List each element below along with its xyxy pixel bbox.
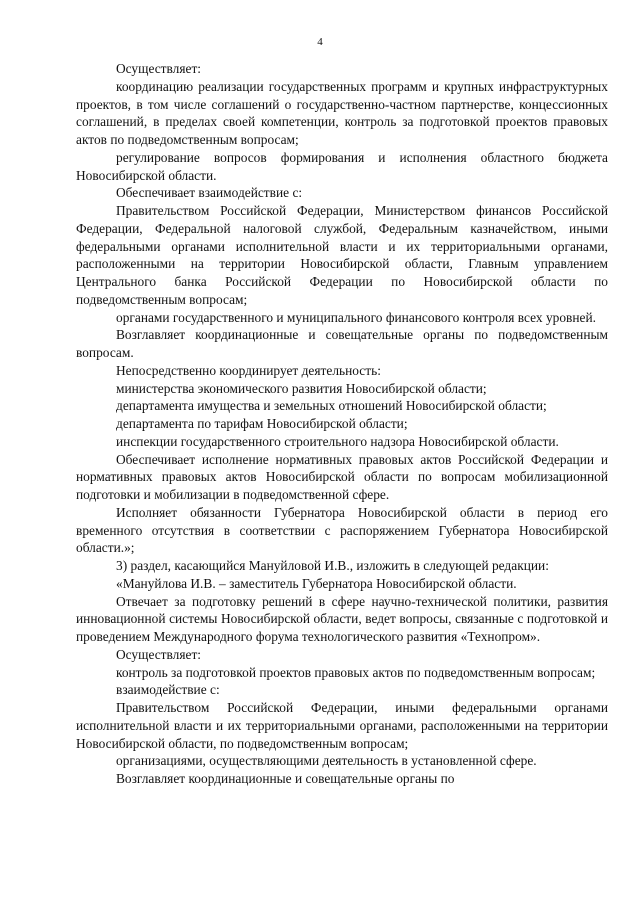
paragraph: регулирование вопросов формирования и исполнения областного бюджета Новосибирской области.: [76, 149, 608, 183]
paragraph: Отвечает за подготовку решений в сфере научно-технической политики, развития инновационной системы Новосибирской области, ведет вопросы, связанные с подготовкой и проведением Международного форума технологического развития «Технопром».: [76, 593, 608, 644]
paragraph: Правительством Российской Федерации, иными федеральными органами исполнительной власти и их территориальными органами, расположенными на территории Новосибирской области, по подведомственным вопросам;: [76, 700, 608, 751]
paragraph: координацию реализации государственных программ и крупных инфраструктурных проектов, в том числе соглашений о государственно-частном партнерстве, концессионных соглашений, в пределах своей компетенции, контроль за подготовкой проектов правовых актов по подведомственным вопросам;: [76, 78, 608, 147]
paragraph: департамента имущества и земельных отношений Новосибирской области;: [116, 398, 547, 414]
paragraph: Обеспечивает исполнение нормативных правовых актов Российской Федерации и нормативных правовых актов Новосибирской области по вопросам мобилизационной подготовки и мобилизации в подведомственной сфере.: [76, 451, 608, 502]
paragraph: Осуществляет:: [116, 646, 202, 662]
paragraph: Осуществляет:: [116, 61, 202, 76]
paragraph: инспекции государственного строительного надзора Новосибирской области.: [116, 433, 559, 449]
paragraph: Возглавляет координационные и совещательные органы по: [116, 771, 455, 786]
paragraph: организациями, осуществляющими деятельность в установленной сфере.: [116, 753, 537, 769]
document-body: [76, 60, 608, 788]
paragraph: Возглавляет координационные и совещательные органы по подведомственным вопросам.: [76, 327, 608, 360]
paragraph: Правительством Российской Федерации, Министерством финансов Российской Федерации, Федеральной налоговой службой, Федеральным казначейством, иными федеральными органами исполнительной власти и их территориальными органами, расположенными на территории Новосибирской области, Главным управлением Центрального банка Российской Федерации по Новосибирской области по подведомственным вопросам;: [76, 203, 608, 307]
paragraph: 3) раздел, касающийся Мануйловой И.В., изложить в следующей редакции:: [116, 558, 549, 573]
paragraph: органами государственного и муниципального финансового контроля всех уровней.: [116, 309, 597, 325]
page-number: 4: [317, 36, 323, 48]
paragraph: Непосредственно координирует деятельность:: [116, 362, 381, 378]
paragraph: Обеспечивает взаимодействие с:: [116, 185, 303, 201]
paragraph: взаимодействие с:: [116, 682, 220, 698]
paragraph: министерства экономического развития Новосибирской области;: [116, 380, 487, 396]
paragraph: департамента по тарифам Новосибирской области;: [116, 416, 408, 431]
paragraph: контроль за подготовкой проектов правовых актов по подведомственным вопросам;: [116, 664, 596, 680]
paragraph: «Мануйлова И.В. – заместитель Губернатора Новосибирской области.: [116, 575, 517, 591]
paragraph: Исполняет обязанности Губернатора Новосибирской области в период его временного отсутствия в соответствии с распоряжением Губернатора Новосибирской области.»;: [76, 504, 608, 556]
